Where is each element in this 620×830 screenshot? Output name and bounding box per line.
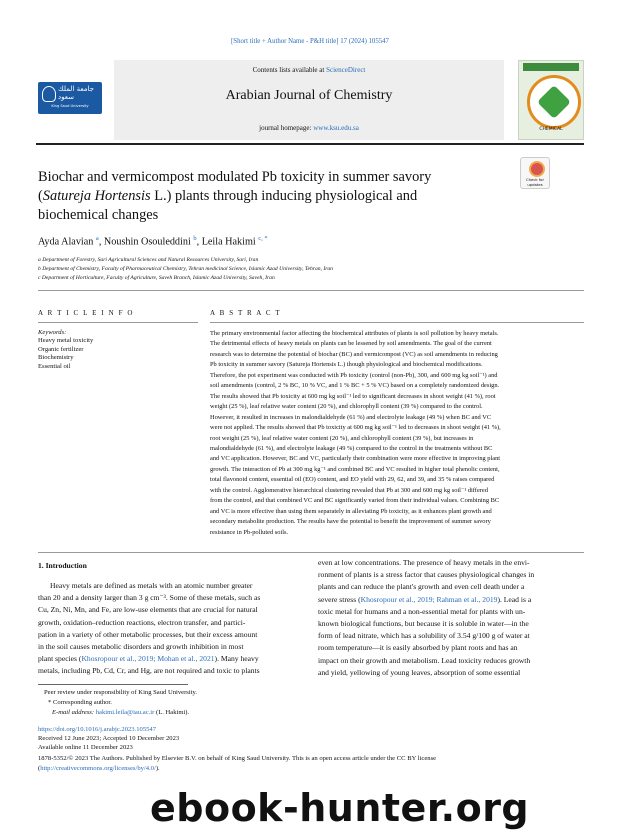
body-text: even at low concentrations. The presence of heavy metals in the envi-: [318, 558, 530, 567]
abstract-rule: [210, 322, 584, 323]
abstract-line: weight (25 %), leaf relative water content (20 %), and chlorophyll content (39 %) compared to the control.: [210, 403, 483, 411]
introduction-heading: 1. Introduction: [38, 561, 87, 570]
body-text: Cu, Zn, Ni, Mn, and Fe, are low-use elements that are crucial for natural: [38, 605, 258, 615]
contents-line: [114, 66, 504, 74]
author-name[interactable]: Noushin Osouleddini: [103, 236, 191, 248]
keyword: Biochemistry: [38, 354, 74, 362]
check-updates-label-1: Check for: [525, 177, 545, 182]
body-line: [38, 653, 302, 665]
keywords-label: Keywords:: [38, 329, 67, 336]
abstract-line: The primary environmental factor affecting the biochemical attributes of plants is soil pollution by heavy metals.: [210, 330, 499, 337]
article-info-rule: [38, 322, 198, 323]
available-line: Available online 11 December 2023: [38, 744, 133, 751]
body-text: room temperature—it is easily absorbed by plant roots and has an: [318, 643, 518, 653]
body-text: severe stress (: [318, 594, 361, 604]
abstract-line: root weight (25 %), leaf relative water content (20 %), and chlorophyll content (39 %), but increases in: [210, 434, 474, 442]
ksu-logo: [38, 82, 102, 114]
body-line: [318, 642, 584, 654]
body-line: [318, 557, 584, 569]
body-text: in the soil causes metabolic disorders and growth inhibition in most: [38, 642, 244, 652]
article-info-heading: A R T I C L E I N F O: [38, 309, 135, 317]
abstract-line: with the control. Agglomerative hierarchical clustering revealed that Pb at 300 and 600 mg kg soil⁻¹ differed: [210, 486, 488, 494]
body-text: form of lead nitrate, which has a solubility of 3.54 g/100 g of water at: [318, 631, 530, 641]
keywords-block: [38, 329, 93, 371]
author-affil-mark[interactable]: a: [95, 235, 99, 242]
abstract-line: and VC is more effective than using them separately in alleviating Pb toxicity, as it enhances plant growth and: [210, 507, 492, 515]
check-updates-label-2: updates: [527, 182, 543, 187]
license-line-1: 1878-5352/© 2023 The Authors. Published by Elsevier B.V. on behalf of King Saud University. This is an open access article under the CC BY license: [38, 755, 437, 762]
body-line: [38, 592, 302, 604]
watermark: ebook-hunter.org: [150, 786, 530, 830]
body-text: impact on their growth and metabolism. Lead toxicity reduces growth: [318, 655, 531, 665]
body-line: [318, 618, 584, 630]
author-affil-mark[interactable]: b: [193, 235, 197, 242]
body-line: [38, 604, 302, 616]
title-paren: (: [38, 188, 43, 204]
homepage-line: [114, 124, 504, 132]
body-text: ). Many heavy: [214, 654, 259, 664]
body-text: plant species (: [38, 654, 82, 664]
author-affil-mark[interactable]: c, *: [258, 235, 268, 242]
cover-band: [523, 63, 579, 71]
abstract-line: The results showed that Pb toxicity at 600 mg kg soil⁻¹ led to significant decreases in shoot weight (41 %), root: [210, 392, 496, 400]
abstract-text: [210, 329, 584, 538]
abstract-line: secondary metabolite production. The results have the potential to benefit the improvement of summer savory: [210, 518, 491, 526]
citation-link[interactable]: Khosropour et al., 2019; Mohan et al., 2021: [81, 654, 215, 664]
crest-icon: [42, 86, 56, 102]
journal-title: Arabian Journal of Chemistry: [225, 88, 393, 103]
cover-label: CHEMICAL: [539, 127, 563, 132]
ksu-logo-english: King Saud University: [51, 104, 89, 108]
keyword: Heavy metal toxicity: [38, 337, 94, 345]
abstract-line: Therefore, the pot experiment was conducted with Pb toxicity (control (non-Pb), 300, and 600 mg kg soil⁻¹) and: [210, 371, 498, 379]
email-link[interactable]: hakimi.leila@iau.ac.ir: [95, 709, 155, 716]
license-block: [38, 754, 584, 774]
affiliation-b: b Department of Chemistry, Faculty of Pharmaceutical Chemistry, Tehran medicinal Science, Islamic Azad University, Tehran, Iran: [38, 266, 333, 272]
corresponding-note: * Corresponding author.: [48, 699, 112, 706]
body-column-left: [38, 580, 302, 678]
seal-core: [537, 85, 571, 119]
body-line: [38, 665, 302, 677]
license-line-2: [38, 764, 584, 774]
abstract-line: were not applied. The results showed that Pb toxicity at 600 mg kg soil⁻¹ led to decreases in shoot weight (41 %),: [210, 424, 501, 432]
homepage-prefix: journal homepage:: [259, 124, 314, 132]
body-text: metals, including Pb, Cd, Cr, and Hg, are not required and toxic to plants: [38, 666, 260, 676]
article-title: [38, 168, 508, 225]
body-text: than 20 and a density larger than 3 g cm⁻³. Some of these metals, such as: [38, 593, 261, 603]
keyword: Organic fertilizer: [38, 345, 84, 353]
abstract-line: However, it resulted in increases in malondialdehyde (61 %) and electrolyte leakage (49 %) when BC and VC: [210, 413, 492, 421]
license-paren-close: ).: [155, 765, 160, 772]
received-line: Received 12 June 2023; Accepted 10 December 2023: [38, 735, 180, 742]
body-line: [38, 617, 302, 629]
citation-link[interactable]: Khosropour et al., 2019; Rahman et al., 2019: [360, 594, 498, 604]
body-column-right: [318, 557, 584, 679]
body-line: [38, 641, 302, 653]
body-text: toxic metal for humans and a non-essential metal for plants with un-: [318, 606, 526, 616]
email-label: E-mail address:: [52, 709, 96, 716]
affiliation-c: c Department of Horticulture, Faculty of Agriculture, Saveh Branch, Islamic Azad University, Saveh, Iran: [38, 275, 275, 281]
title-line-2-rest: L.) plants through inducing physiological and: [150, 188, 418, 204]
doi-link[interactable]: https://doi.org/10.1016/j.arabjc.2023.105547: [38, 726, 157, 733]
abstract-line: growth. The interaction of Pb at 300 mg kg⁻¹ and combined BC and VC resulted in higher total phenolic content,: [210, 465, 500, 473]
abstract-line: The detrimental effects of heavy metals on plants can be lessened by soil amendments. The goal of the current: [210, 340, 492, 348]
journal-cover-logo: [518, 60, 584, 140]
license-link[interactable]: http://creativecommons.org/licenses/by/4.0/: [40, 765, 156, 772]
abstract-line: research was to determine the potential of biochar (BC) and vermicompost (VC) as soil amendments in reducing: [210, 350, 498, 358]
section-rule: [38, 290, 584, 291]
author-name[interactable]: Leila Hakimi: [201, 236, 256, 248]
abstract-line: from the control, and that combined VC and BC significantly varied from their individual values. Combining BC: [210, 497, 500, 505]
homepage-link[interactable]: www.ksu.edu.sa: [313, 124, 359, 132]
ksu-logo-arabic: جامعة الملك سعود: [58, 85, 94, 101]
license-paren-open: (: [38, 765, 41, 772]
body-line: [318, 606, 584, 618]
seal-icon: [527, 75, 581, 129]
author-list: Ayda Alavian $^a$, Noushin Osouleddini $^b$, Leila Hakimi $^{c, *}$: [38, 235, 268, 248]
running-head: [Short title + Author Name - P&H title] 17 (2024) 105547: [231, 38, 389, 45]
title-line-2: [38, 187, 508, 206]
abstract-line: resistance in Pb-polluted soils.: [210, 528, 289, 536]
body-text: and yield, yellowing of young leaves, absorption of some essential: [318, 667, 521, 677]
update-icon: [529, 161, 545, 177]
check-for-updates-button[interactable]: [520, 157, 550, 189]
body-text: growth, oxidation–reduction reactions, electron transfer, and partici-: [38, 617, 246, 627]
email-note: [52, 709, 189, 716]
masthead-rule: [36, 143, 584, 145]
sciencedirect-link[interactable]: ScienceDirect: [326, 66, 366, 74]
abstract-heading: A B S T R A C T: [210, 309, 282, 317]
body-text: plants and can reduce the plant's growth and even cell death under a: [318, 582, 525, 592]
body-line: [38, 580, 302, 592]
body-line: [318, 630, 584, 642]
body-text: ). Lead is a: [497, 594, 532, 604]
abstract-line: soil amendments (control, 2 % BC, 10 % VC, and 1 % BC + 5 % VC) based on a completely randomized design.: [210, 382, 500, 390]
title-line-1: Biochar and vermicompost modulated Pb toxicity in summer savory: [38, 169, 432, 185]
abstract-end-rule: [38, 552, 584, 553]
footnote-rule: [38, 684, 188, 685]
body-text: ronment of plants is a stress factor that causes physiological changes in: [318, 570, 535, 580]
body-line: [318, 655, 584, 667]
abstract-line: Pb toxicity in summer savory (Satureja Hortensis L.) though physiological and biochemical modifications.: [210, 361, 483, 369]
body-text: known biological functions, but because it is soluble in water—in the: [318, 619, 529, 629]
body-line: [38, 629, 302, 641]
body-text: pation in a variety of other metabolic processes, but their excess amount: [38, 629, 258, 639]
title-line-3: biochemical changes: [38, 207, 159, 223]
body-line: [318, 581, 584, 593]
email-after: (L. Hakimi).: [154, 709, 190, 716]
body-line: [318, 594, 584, 606]
title-species: Satureja Hortensis: [42, 188, 151, 204]
contents-prefix: Contents lists available at: [252, 66, 327, 74]
author-name[interactable]: Ayda Alavian: [38, 236, 94, 248]
peer-review-note: Peer review under responsibility of King Saud University.: [44, 689, 198, 696]
body-line: [318, 569, 584, 581]
body-line: [318, 667, 584, 679]
abstract-line: and VC application. However, BC and VC, particularly their combination were more effective in improving plant: [210, 455, 501, 463]
affiliation-a: a Department of Forestry, Sari Agricultural Sciences and Natural Resources University, Sari, Iran: [38, 257, 259, 263]
keyword: Essential oil: [38, 362, 71, 370]
abstract-line: total flavonoid content, essential oil (EO) content, and EO yield with 29, 62, and 39, and 35 % raises compared: [210, 476, 495, 484]
body-text: Heavy metals are defined as metals with an atomic number greater: [50, 581, 253, 590]
abstract-line: malondialdehyde (61 %), and electrolyte leakage (49 %) compared to the control in the treatments without BC: [210, 444, 493, 452]
